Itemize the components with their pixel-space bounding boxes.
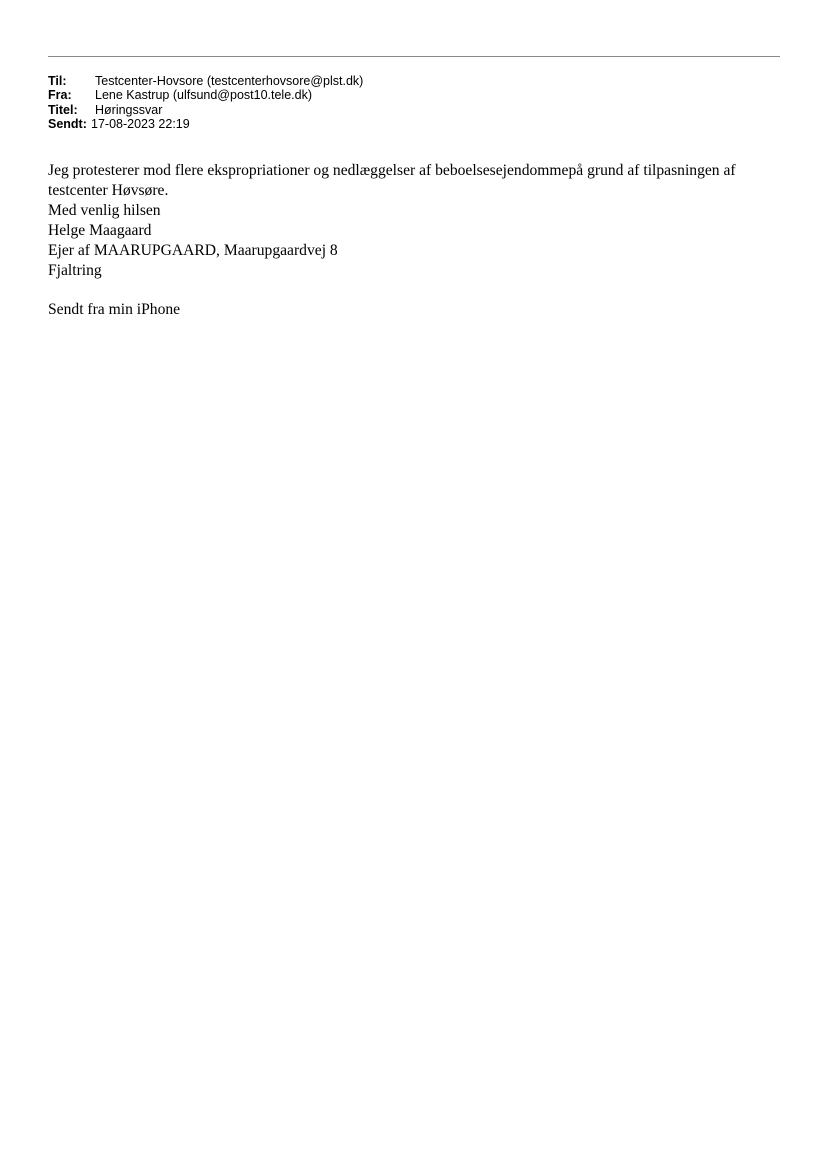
email-header bbox=[48, 74, 363, 131]
title-value: Høringssvar bbox=[95, 102, 163, 117]
to-row bbox=[48, 74, 363, 88]
sender-town: Fjaltring bbox=[48, 261, 102, 279]
to-value: Testcenter-Hovsore (testcenterhovsore@plst.dk) bbox=[95, 74, 364, 88]
title-label: Titel: bbox=[48, 102, 78, 117]
email-body bbox=[48, 161, 788, 320]
mobile-signature: Sendt fra min iPhone bbox=[48, 301, 181, 319]
sent-row bbox=[48, 117, 363, 131]
header-divider bbox=[48, 56, 780, 57]
from-value: Lene Kastrup (ulfsund@post10.tele.dk) bbox=[95, 88, 312, 103]
body-spacer bbox=[48, 280, 788, 300]
closing-line: Med venlig hilsen bbox=[48, 201, 161, 219]
from-row bbox=[48, 88, 363, 102]
title-row bbox=[48, 103, 363, 117]
body-paragraph: Jeg protesterer mod flere ekspropriationer og nedlæggelser af beboelsesejendommepå grund af tilpasningen af testcenter Høvsøre. bbox=[48, 162, 736, 199]
to-label: Til: bbox=[48, 74, 67, 88]
sent-value: 17-08-2023 22:19 bbox=[91, 116, 190, 131]
sender-property: Ejer af MAARUPGAARD, Maarupgaardvej 8 bbox=[48, 241, 338, 259]
sender-name: Helge Maagaard bbox=[48, 221, 152, 239]
sent-label: Sendt: bbox=[48, 116, 87, 131]
from-label: Fra: bbox=[48, 88, 72, 103]
